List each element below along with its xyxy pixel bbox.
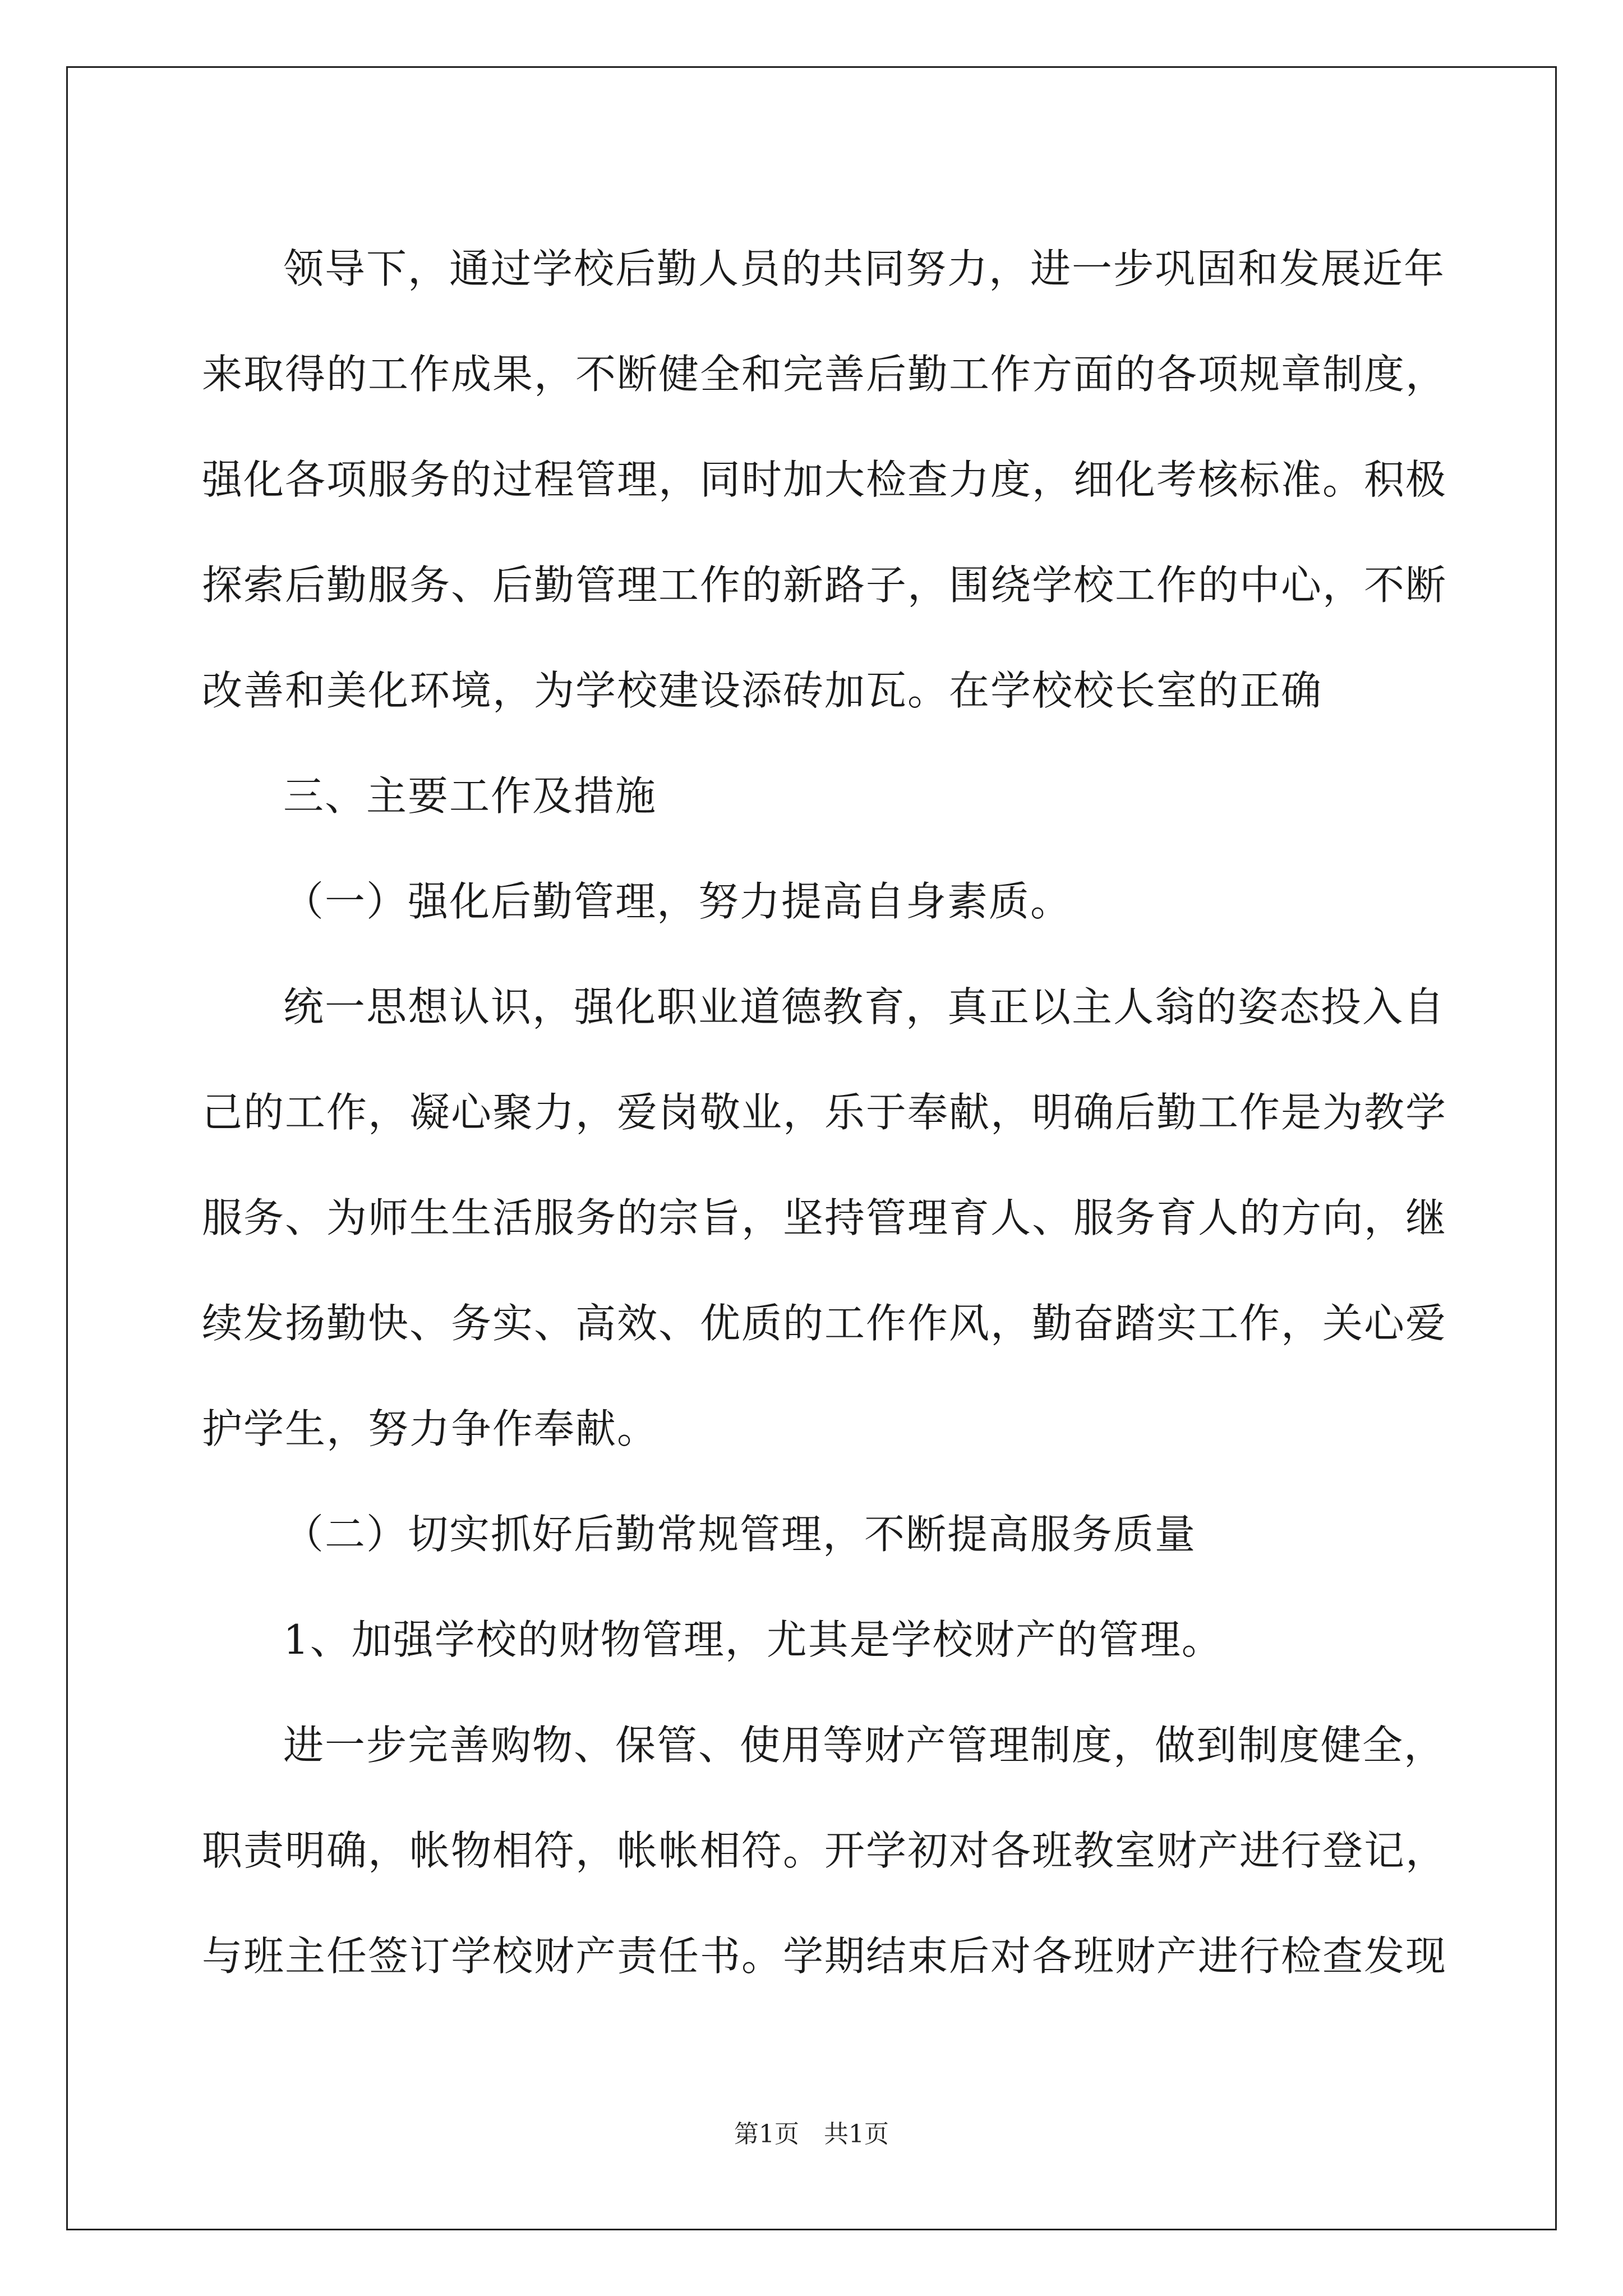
text-line: 统一思想认识，强化职业道德教育，真正以主人翁的姿态投入自 <box>283 983 1446 1030</box>
numbered-item: 1、加强学校的财物管理，尤其是学校财产的管理。 <box>283 1616 1223 1663</box>
text-line: 来取得的工作成果，不断健全和完善后勤工作方面的各项规章制度， <box>202 351 1447 398</box>
text-line: 服务、为师生生活服务的宗旨，坚持管理育人、服务育人的方向，继 <box>202 1194 1447 1241</box>
text-line: 续发扬勤快、务实、高效、优质的工作作风，勤奋踏实工作，关心爱 <box>202 1300 1447 1347</box>
subsection-heading: （二）切实抓好后勤常规管理，不断提高服务质量 <box>283 1511 1197 1558</box>
text-line: 职责明确，帐物相符，帐帐相符。开学初对各班教室财产进行登记， <box>202 1827 1447 1874</box>
text-line: 改善和美化环境，为学校建设添砖加瓦。在学校校长室的正确 <box>202 667 1323 714</box>
text-line: 强化各项服务的过程管理，同时加大检查力度，细化考核标准。积极 <box>202 456 1447 503</box>
subsection-heading: （一）强化后勤管理，努力提高自身素质。 <box>283 878 1072 925</box>
text-line: 己的工作，凝心聚力，爱岗敬业，乐于奉献，明确后勤工作是为教学 <box>202 1089 1447 1136</box>
document-body <box>202 216 1447 2009</box>
section-heading: 三、主要工作及措施 <box>283 772 657 820</box>
text-line: 与班主任签订学校财产责任书。学期结束后对各班财产进行检查发现 <box>202 1932 1447 1980</box>
page-footer: 第1页 共1页 <box>734 2120 889 2148</box>
text-line: 领导下，通过学校后勤人员的共同努力，进一步巩固和发展近年 <box>283 245 1446 292</box>
text-line: 探索后勤服务、后勤管理工作的新路子，围绕学校工作的中心，不断 <box>202 562 1447 609</box>
text-line: 护学生，努力争作奉献。 <box>202 1405 659 1452</box>
text-line: 进一步完善购物、保管、使用等财产管理制度，做到制度健全， <box>283 1722 1446 1769</box>
